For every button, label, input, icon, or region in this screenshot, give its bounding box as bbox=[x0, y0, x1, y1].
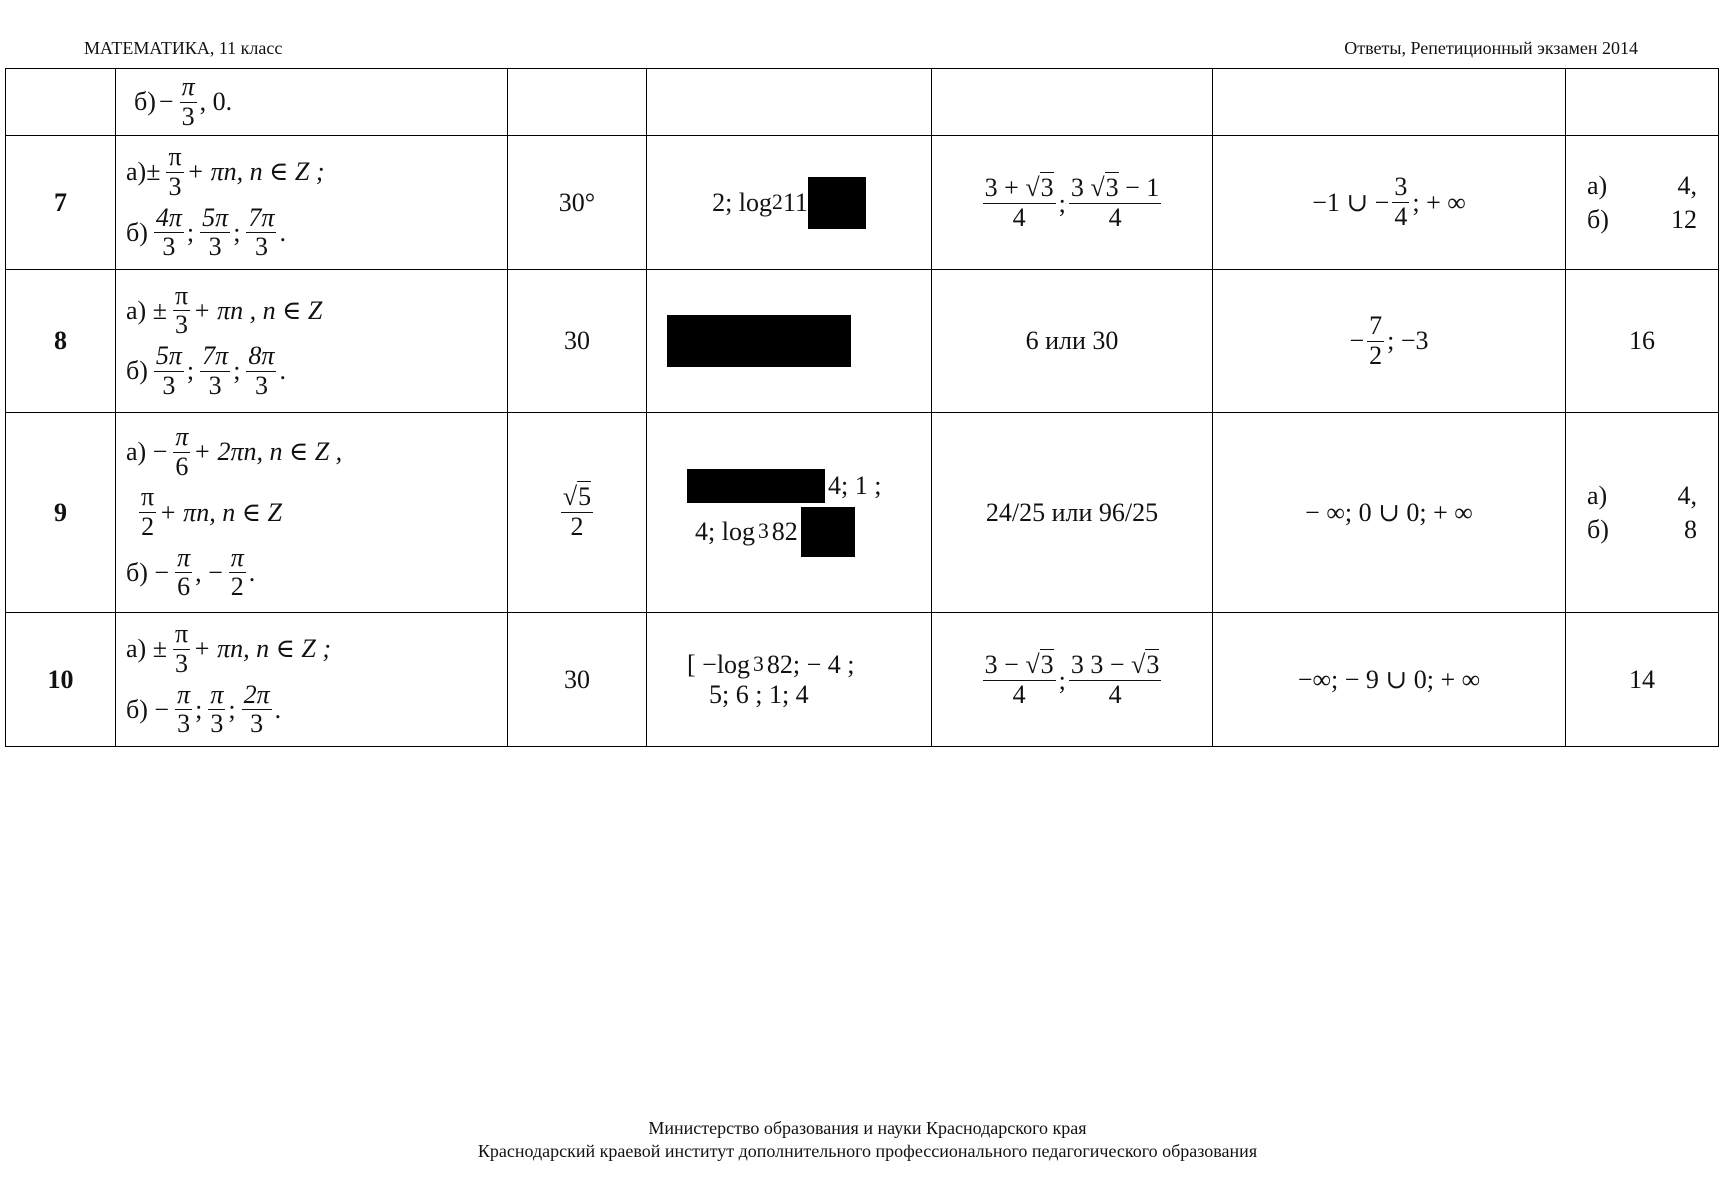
fraction: $\frac{\pi}{2}$ bbox=[230, 542, 244, 602]
answer-log bbox=[647, 270, 932, 413]
fraction: 3 − √3 4 bbox=[984, 650, 1054, 709]
answer-angle: 30 bbox=[508, 613, 647, 747]
answer-log: 2; log 2 11 bbox=[647, 136, 932, 270]
table-row bbox=[6, 136, 1719, 270]
fraction: 3 + √3 4 bbox=[984, 173, 1054, 232]
answers-table bbox=[5, 68, 1719, 747]
fraction: $\frac{\pi}{6}$ bbox=[175, 422, 189, 481]
answer-trig-equation: а) ± $\frac{\pi}{3}$ + πn , n ∈ Z б) 5π 3 ; 7π 3 ; 8π 3 . bbox=[116, 270, 508, 413]
task-number: 7 bbox=[6, 136, 116, 270]
task-number: 8 bbox=[6, 270, 116, 413]
answer-parts: 16 bbox=[1566, 270, 1719, 413]
fraction: 5π 3 bbox=[202, 202, 229, 262]
fraction: $\frac{3}{4}$ bbox=[1394, 172, 1408, 231]
fraction: π 3 bbox=[210, 679, 224, 739]
header-exam-title: Ответы, Репетиционный экзамен 2014 bbox=[1344, 38, 1638, 58]
answer-log: [ −log 3 82; − 4 ; 5; 6 ; 1; 4 bbox=[647, 613, 932, 747]
fraction: $\frac{\pi}{3}$ bbox=[181, 71, 195, 131]
fraction: $\frac{\pi}{3}$ bbox=[174, 280, 189, 340]
fraction: $\frac{\pi}{6}$ bbox=[177, 542, 191, 602]
header-subject: МАТЕМАТИКА, 11 класс bbox=[84, 38, 283, 58]
fraction: $\frac{\pi}{3}$ bbox=[177, 679, 191, 739]
answer-cell bbox=[1566, 69, 1719, 136]
redaction-box bbox=[808, 177, 866, 229]
fraction: $\frac{\pi}{3}$ bbox=[168, 142, 182, 201]
answer-trig-equation: а)± $\frac{\pi}{3}$ + πn, n ∈ Z ; б) 4π 3 ; 5π 3 ; 7π 3 . bbox=[116, 136, 508, 270]
answer-angle: 30° bbox=[508, 136, 647, 270]
answer-interval: −1 ∪ − $\frac{3}{4}$ ; + ∞ bbox=[1213, 136, 1566, 270]
answer-cell bbox=[508, 69, 647, 136]
answer-interval: − ∞; 0 ∪ 0; + ∞ bbox=[1213, 413, 1566, 613]
answer-angle: 30 bbox=[508, 270, 647, 413]
answer-trig-equation: б) − $\frac{\pi}{3}$ , 0. bbox=[116, 69, 508, 136]
redaction-box bbox=[667, 315, 851, 367]
answer-trig-equation: а) ± $\frac{\pi}{3}$ + πn, n ∈ Z ; б) − $\frac{\pi}{3}$ ; π 3 ; 2π 3 . bbox=[116, 613, 508, 747]
footer-ministry: Министерство образования и науки Краснодарского края bbox=[648, 1118, 1087, 1138]
fraction: 2π 3 bbox=[243, 679, 270, 739]
table-row bbox=[6, 413, 1719, 613]
answer-log: 4; 1 ; 4; log 3 82 bbox=[647, 413, 932, 613]
answer-parts: а) 4, б) 8 bbox=[1566, 413, 1719, 613]
task-number bbox=[6, 69, 116, 136]
task-number: 10 bbox=[6, 613, 116, 747]
answer-roots: 3 + √3 4 ; 3 √3 − 1 4 bbox=[932, 136, 1213, 270]
answer-angle bbox=[508, 413, 647, 613]
answer-roots: 3 − √3 4 ; 3 3 − √3 4 bbox=[932, 613, 1213, 747]
fraction: 4π 3 bbox=[155, 202, 182, 262]
fraction: 7π 3 bbox=[202, 341, 229, 400]
answer-cell bbox=[647, 69, 932, 136]
fraction: 3 √3 − 1 4 bbox=[1070, 173, 1160, 232]
fraction: 5π 3 bbox=[155, 341, 182, 400]
answer-trig-equation: а) − $\frac{\pi}{6}$ + 2πn, n ∈ Z , π 2 + πn, n ∈ Z б) − $\frac{\pi}{6}$ , − $\frac{\pi}{2}$ . bbox=[116, 413, 508, 613]
answer-interval: −∞; − 9 ∪ 0; + ∞ bbox=[1213, 613, 1566, 747]
table-row bbox=[6, 69, 1719, 136]
fraction: $\frac{7}{2}$ bbox=[1369, 310, 1383, 370]
fraction: 7π 3 bbox=[248, 202, 275, 262]
answer-interval: − $\frac{7}{2}$ ; −3 bbox=[1213, 270, 1566, 413]
answer-parts: а) 4, б) 12 bbox=[1566, 136, 1719, 270]
table-row bbox=[6, 270, 1719, 413]
answer-roots: 6 или 30 bbox=[932, 270, 1213, 413]
answer-roots: 24/25 или 96/25 bbox=[932, 413, 1213, 613]
redaction-box bbox=[801, 507, 855, 557]
fraction: $\frac{√5}{2}$ bbox=[562, 482, 592, 541]
fraction: 3 3 − √3 4 bbox=[1070, 650, 1160, 709]
answer-cell bbox=[932, 69, 1213, 136]
fraction: $\frac{\pi}{3}$ bbox=[174, 619, 189, 678]
fraction: π 2 bbox=[141, 482, 155, 541]
fraction: 8π 3 bbox=[248, 341, 275, 400]
table-row bbox=[6, 613, 1719, 747]
task-number: 9 bbox=[6, 413, 116, 613]
footer-institute: Краснодарский краевой институт дополнительного профессионального педагогического образования bbox=[477, 1141, 1258, 1161]
redaction-box bbox=[687, 469, 825, 503]
answer-cell bbox=[1213, 69, 1566, 136]
answer-parts: 14 bbox=[1566, 613, 1719, 747]
